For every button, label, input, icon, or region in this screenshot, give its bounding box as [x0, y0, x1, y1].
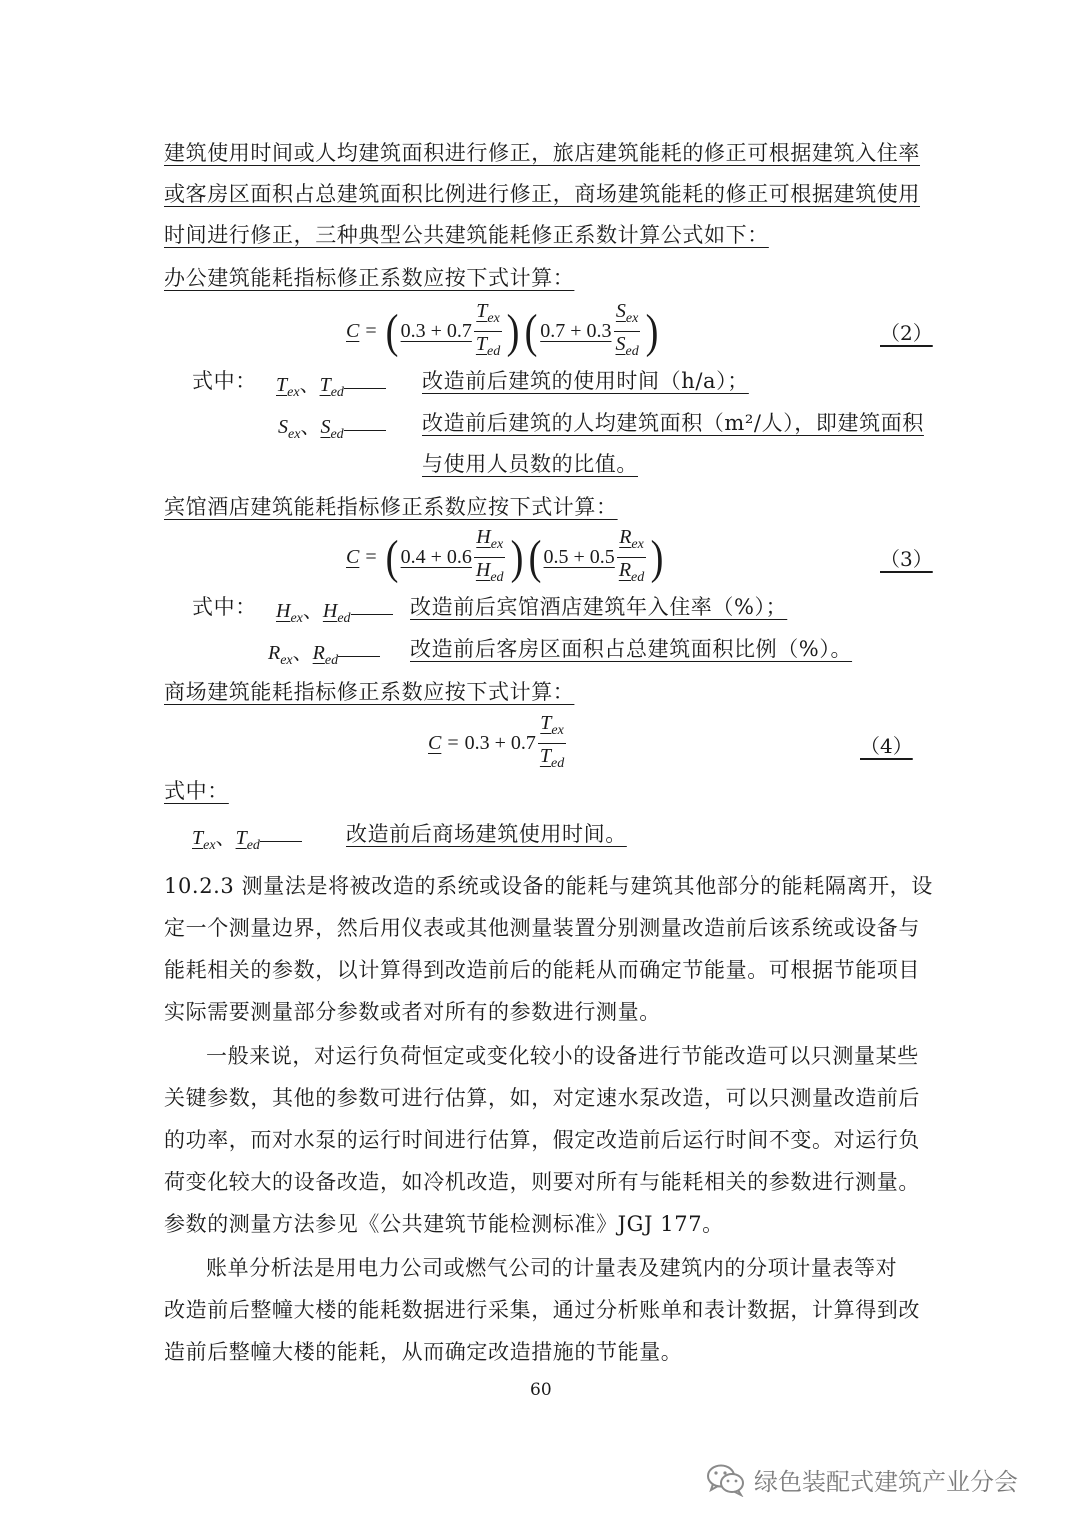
paren-close: ) [510, 530, 523, 584]
paragraph-line: 定一个测量边界，然后用仪表或其他测量装置分别测量改造前后该系统或设备与 [164, 916, 920, 940]
intro-line-1: 建筑使用时间或人均建筑面积进行修正，旅店建筑能耗的修正可根据建筑入住率 [164, 141, 920, 165]
variable-description: 改造前后商场建筑使用时间。 [346, 822, 627, 846]
eq-c: C [346, 546, 360, 568]
dash [344, 416, 386, 431]
hotel-heading: 宾馆酒店建筑能耗指标修正系数应按下式计算： [164, 495, 618, 519]
paragraph-line: 实际需要测量部分参数或者对所有的参数进行测量。 [164, 1000, 661, 1024]
where-label: 式中： [192, 595, 257, 619]
fraction: $\frac{T_{ex}}{T_{ed}}$ [539, 712, 565, 771]
office-equation [346, 300, 661, 363]
paragraph-line: 一般来说，对运行负荷恒定或变化较小的设备进行节能改造可以只测量某些 [206, 1044, 919, 1068]
paren-open: ( [385, 304, 399, 358]
variable-description: 改造前后客房区面积占总建筑面积比例（%）。 [410, 637, 853, 661]
variable-pair: $T_{ex}$、$T_{ed}$ [276, 368, 386, 401]
paren-close: ) [506, 304, 520, 358]
paren-close: ) [645, 304, 659, 358]
paragraph-line: 账单分析法是用电力公司或燃气公司的计量表及建筑内的分项计量表等对 [206, 1256, 898, 1280]
paren-open: ( [528, 530, 541, 584]
office-heading: 办公建筑能耗指标修正系数应按下式计算： [164, 266, 575, 290]
page-number: 60 [530, 1380, 552, 1400]
eq-term: 0.4 + 0.6 [400, 546, 472, 568]
eq-term: 0.5 + 0.5 [543, 546, 615, 568]
paragraph-line: 造前后整幢大楼的能耗，从而确定改造措施的节能量。 [164, 1340, 683, 1364]
mall-equation [428, 712, 568, 775]
dash [260, 827, 302, 842]
paragraph-line: 的功率，而对水泵的运行时间进行估算，假定改造前后运行时间不变。对运行负 [164, 1128, 920, 1152]
where-label: 式中： [164, 779, 229, 803]
variable-description: 改造前后宾馆酒店建筑年入住率（%）； [410, 595, 788, 619]
fraction: $\frac{T_{ex}}{T_{ed}}$ [475, 300, 501, 359]
intro-line-3: 时间进行修正，三种典型公共建筑能耗修正系数计算公式如下： [164, 223, 769, 247]
eq-term: 0.7 + 0.3 [540, 320, 612, 342]
paren-open: ( [385, 530, 399, 584]
eq-term: 0.3 + 0.7 [400, 320, 472, 342]
variable-pair: $T_{ex}$、$T_{ed}$ [192, 821, 302, 854]
fraction: $\frac{S_{ex}}{S_{ed}}$ [615, 300, 639, 359]
eq-term: 0.3 + 0.7 [464, 732, 536, 754]
eq-equals: = [365, 320, 377, 342]
paragraph-line: 关键参数，其他的参数可进行估算，如，对定速水泵改造，可以只测量改造前后 [164, 1086, 920, 1110]
variable-description: 改造前后建筑的使用时间（h/a）； [422, 369, 749, 393]
equation-number: （2） [880, 321, 933, 345]
where-label: 式中： [192, 369, 257, 393]
variable-description: 改造前后建筑的人均建筑面积（m²/人），即建筑面积 [422, 411, 924, 435]
dash [338, 642, 380, 657]
paragraph-line: 10.2.3 测量法是将被改造的系统或设备的能耗与建筑其他部分的能耗隔离开，设 [164, 874, 933, 898]
fraction: $\frac{H_{ex}}{H_{ed}}$ [475, 526, 504, 585]
eq-equals: = [365, 546, 377, 568]
paragraph-line: 参数的测量方法参见《公共建筑节能检测标准》JGJ 177。 [164, 1212, 724, 1236]
variable-pair: $R_{ex}$、$R_{ed}$ [268, 636, 380, 669]
paren-open: ( [524, 304, 538, 358]
watermark-text: 绿色装配式建筑产业分会 [754, 1468, 1018, 1496]
mall-heading: 商场建筑能耗指标修正系数应按下式计算： [164, 680, 575, 704]
paren-close: ) [650, 530, 664, 584]
variable-pair: $H_{ex}$、$H_{ed}$ [276, 594, 393, 627]
eq-equals: = [447, 732, 459, 754]
hotel-equation [346, 526, 666, 589]
paragraph-line: 能耗相关的参数，以计算得到改造前后的能耗从而确定节能量。可根据节能项目 [164, 958, 920, 982]
dash [344, 374, 386, 389]
paragraph-line: 改造前后整幢大楼的能耗数据进行采集，通过分析账单和表计数据，计算得到改 [164, 1298, 920, 1322]
equation-number: （4） [860, 734, 913, 758]
paragraph-line: 荷变化较大的设备改造，如冷机改造，则要对所有与能耗相关的参数进行测量。 [164, 1170, 920, 1194]
variable-description: 与使用人员数的比值。 [422, 452, 638, 476]
variable-pair: $S_{ex}$、$S_{ed}$ [278, 410, 386, 443]
equation-number: （3） [880, 547, 933, 571]
wechat-icon [706, 1463, 746, 1497]
fraction: $\frac{R_{ex}}{R_{ed}}$ [618, 526, 645, 585]
dash [351, 600, 393, 615]
intro-line-2: 或客房区面积占总建筑面积比例进行修正，商场建筑能耗的修正可根据建筑使用 [164, 182, 920, 206]
eq-c: C [346, 320, 360, 342]
watermark [706, 1462, 1018, 1497]
eq-c: C [428, 732, 442, 754]
